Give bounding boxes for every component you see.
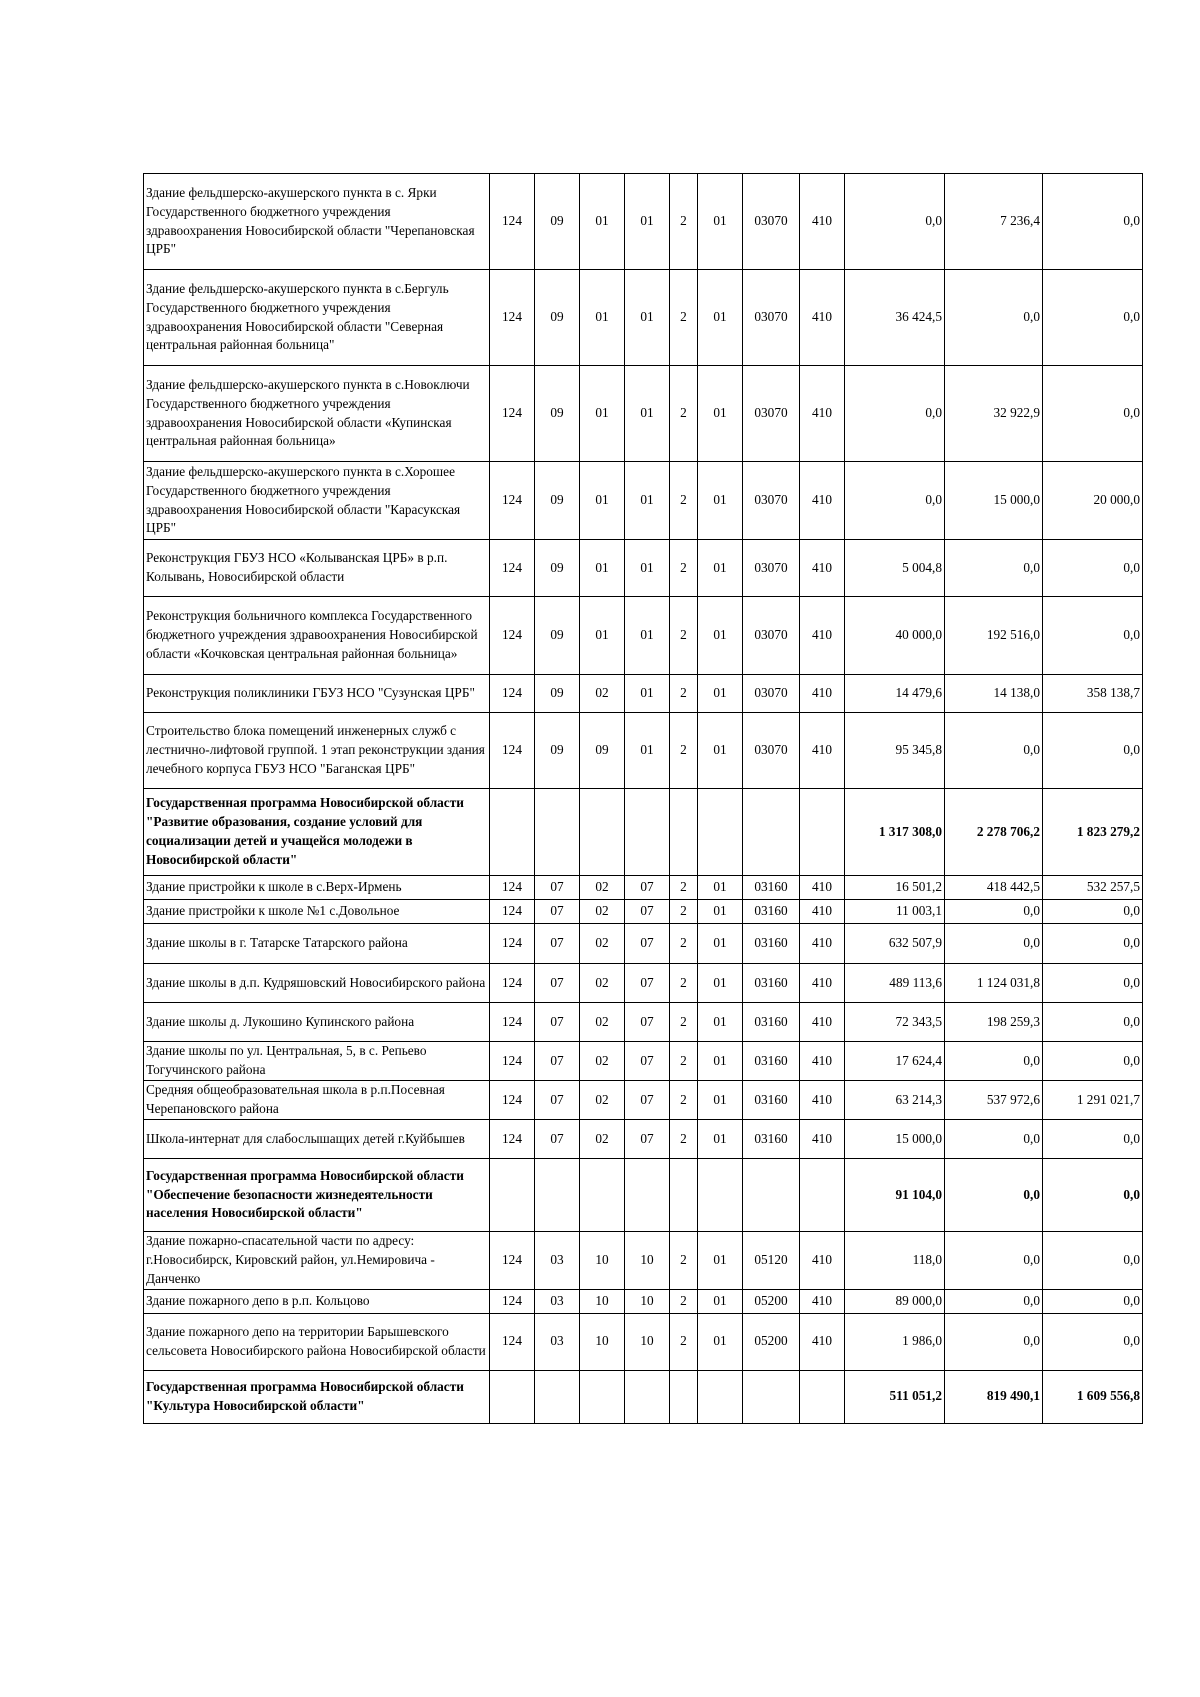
code-cell: 410	[800, 924, 845, 964]
code-cell: 09	[535, 462, 580, 540]
amount-cell: 17 624,4	[845, 1042, 945, 1081]
row-name-cell: Здание школы по ул. Центральная, 5, в с. Репьево Тогучинского района	[144, 1042, 490, 1081]
code-cell: 01	[698, 675, 743, 713]
code-cell: 03160	[743, 1042, 800, 1081]
code-cell: 02	[580, 675, 625, 713]
code-cell: 03	[535, 1313, 580, 1370]
code-cell: 10	[580, 1232, 625, 1290]
code-cell: 10	[580, 1313, 625, 1370]
code-cell	[800, 1159, 845, 1232]
code-cell: 2	[670, 1232, 698, 1290]
table-row	[144, 366, 1143, 462]
code-cell: 410	[800, 1003, 845, 1042]
amount-cell: 2 278 706,2	[945, 789, 1043, 876]
code-cell: 2	[670, 1042, 698, 1081]
amount-cell: 0,0	[1043, 1120, 1143, 1159]
row-name-cell: Строительство блока помещений инженерных служб с лестнично-лифтовой группой. 1 этап реконструкции здания лечебного корпуса ГБУЗ НСО "Баганская ЦРБ"	[144, 713, 490, 789]
code-cell: 03070	[743, 713, 800, 789]
code-cell	[625, 789, 670, 876]
code-cell: 410	[800, 366, 845, 462]
code-cell: 01	[698, 270, 743, 366]
code-cell: 01	[698, 924, 743, 964]
code-cell: 01	[580, 366, 625, 462]
code-cell: 03070	[743, 462, 800, 540]
table-row	[144, 1081, 1143, 1120]
code-cell: 01	[580, 462, 625, 540]
amount-cell: 1 986,0	[845, 1313, 945, 1370]
code-cell: 01	[698, 713, 743, 789]
code-cell: 03	[535, 1232, 580, 1290]
code-cell	[743, 1159, 800, 1232]
code-cell: 09	[535, 270, 580, 366]
code-cell: 2	[670, 462, 698, 540]
amount-cell: 0,0	[1043, 924, 1143, 964]
row-name-cell: Здание пристройки к школе в с.Верх-Ирмень	[144, 876, 490, 900]
code-cell: 410	[800, 675, 845, 713]
code-cell: 09	[580, 713, 625, 789]
code-cell: 124	[490, 174, 535, 270]
code-cell: 02	[580, 1042, 625, 1081]
code-cell	[698, 1159, 743, 1232]
amount-cell: 0,0	[845, 366, 945, 462]
code-cell: 01	[698, 964, 743, 1003]
code-cell: 09	[535, 597, 580, 675]
code-cell: 07	[535, 1120, 580, 1159]
amount-cell: 0,0	[1043, 1232, 1143, 1290]
code-cell: 124	[490, 924, 535, 964]
amount-cell: 72 343,5	[845, 1003, 945, 1042]
code-cell: 07	[535, 1003, 580, 1042]
row-name-cell: Реконструкция поликлиники ГБУЗ НСО "Сузунская ЦРБ"	[144, 675, 490, 713]
amount-cell: 0,0	[945, 1232, 1043, 1290]
code-cell: 2	[670, 366, 698, 462]
code-cell	[490, 789, 535, 876]
code-cell: 01	[580, 174, 625, 270]
amount-cell: 0,0	[1043, 1313, 1143, 1370]
code-cell: 410	[800, 597, 845, 675]
code-cell	[535, 1370, 580, 1423]
code-cell	[743, 1370, 800, 1423]
amount-cell: 118,0	[845, 1232, 945, 1290]
amount-cell: 36 424,5	[845, 270, 945, 366]
code-cell: 2	[670, 1003, 698, 1042]
row-name-cell: Здание пожарно-спасательной части по адресу: г.Новосибирск, Кировский район, ул.Немировича - Данченко	[144, 1232, 490, 1290]
amount-cell: 0,0	[1043, 540, 1143, 597]
code-cell	[535, 1159, 580, 1232]
code-cell	[743, 789, 800, 876]
amount-cell: 0,0	[1043, 1042, 1143, 1081]
amount-cell: 418 442,5	[945, 876, 1043, 900]
code-cell: 07	[535, 900, 580, 924]
amount-cell: 0,0	[1043, 270, 1143, 366]
amount-cell: 1 609 556,8	[1043, 1370, 1143, 1423]
code-cell: 410	[800, 1081, 845, 1120]
code-cell: 124	[490, 1042, 535, 1081]
table-row	[144, 1232, 1143, 1290]
amount-cell: 0,0	[945, 1159, 1043, 1232]
code-cell	[625, 1159, 670, 1232]
amount-cell: 89 000,0	[845, 1289, 945, 1313]
amount-cell: 63 214,3	[845, 1081, 945, 1120]
amount-cell: 0,0	[945, 1313, 1043, 1370]
amount-cell: 0,0	[945, 1042, 1043, 1081]
code-cell	[580, 1370, 625, 1423]
code-cell: 07	[625, 924, 670, 964]
code-cell: 410	[800, 1232, 845, 1290]
amount-cell: 0,0	[945, 270, 1043, 366]
amount-cell: 0,0	[1043, 900, 1143, 924]
code-cell	[670, 1370, 698, 1423]
code-cell: 01	[625, 270, 670, 366]
code-cell: 07	[535, 964, 580, 1003]
row-name-cell: Государственная программа Новосибирской области "Развитие образования, создание условий для социализации детей и учащейся молодежи в Новосибирской области"	[144, 789, 490, 876]
code-cell: 124	[490, 366, 535, 462]
code-cell: 10	[625, 1232, 670, 1290]
code-cell	[535, 789, 580, 876]
code-cell: 01	[698, 366, 743, 462]
code-cell: 07	[625, 1042, 670, 1081]
amount-cell: 1 124 031,8	[945, 964, 1043, 1003]
table-row	[144, 597, 1143, 675]
table-row	[144, 675, 1143, 713]
table-row	[144, 540, 1143, 597]
amount-cell: 15 000,0	[945, 462, 1043, 540]
amount-cell: 489 113,6	[845, 964, 945, 1003]
code-cell	[580, 1159, 625, 1232]
code-cell: 01	[625, 540, 670, 597]
amount-cell: 0,0	[945, 1289, 1043, 1313]
code-cell	[698, 1370, 743, 1423]
table-row	[144, 964, 1143, 1003]
row-name-cell: Государственная программа Новосибирской области "Обеспечение безопасности жизнедеятельности населения Новосибирской области"	[144, 1159, 490, 1232]
code-cell: 410	[800, 900, 845, 924]
code-cell	[800, 789, 845, 876]
code-cell: 410	[800, 1120, 845, 1159]
table-row	[144, 876, 1143, 900]
row-name-cell: Здание фельдшерско-акушерского пункта в с.Хорошее Государственного бюджетного учреждения здравоохранения Новосибирской области "Карасукская ЦРБ"	[144, 462, 490, 540]
code-cell: 410	[800, 270, 845, 366]
code-cell: 2	[670, 1289, 698, 1313]
code-cell: 09	[535, 174, 580, 270]
amount-cell: 0,0	[1043, 1289, 1143, 1313]
code-cell: 07	[625, 900, 670, 924]
code-cell: 10	[625, 1289, 670, 1313]
row-name-cell: Здание фельдшерско-акушерского пункта в с.Новоключи Государственного бюджетного учреждения здравоохранения Новосибирской области «Купинская центральная районная больница»	[144, 366, 490, 462]
code-cell: 124	[490, 1120, 535, 1159]
code-cell: 124	[490, 675, 535, 713]
code-cell: 124	[490, 1313, 535, 1370]
amount-cell: 40 000,0	[845, 597, 945, 675]
code-cell: 07	[535, 1081, 580, 1120]
row-name-cell: Государственная программа Новосибирской области "Культура Новосибирской области"	[144, 1370, 490, 1423]
code-cell: 07	[535, 1042, 580, 1081]
code-cell: 124	[490, 1289, 535, 1313]
code-cell: 02	[580, 900, 625, 924]
code-cell: 410	[800, 1042, 845, 1081]
code-cell: 124	[490, 900, 535, 924]
code-cell: 124	[490, 1003, 535, 1042]
code-cell: 410	[800, 964, 845, 1003]
table-row	[144, 1370, 1143, 1423]
code-cell: 124	[490, 964, 535, 1003]
code-cell: 07	[535, 924, 580, 964]
code-cell: 01	[625, 174, 670, 270]
row-name-cell: Здание фельдшерско-акушерского пункта в с. Ярки Государственного бюджетного учреждения здравоохранения Новосибирской области "Черепановская ЦРБ"	[144, 174, 490, 270]
code-cell: 124	[490, 462, 535, 540]
code-cell: 01	[698, 1081, 743, 1120]
code-cell: 07	[625, 1003, 670, 1042]
code-cell: 2	[670, 270, 698, 366]
code-cell: 03160	[743, 924, 800, 964]
code-cell: 02	[580, 1081, 625, 1120]
code-cell: 01	[698, 174, 743, 270]
code-cell	[580, 789, 625, 876]
code-cell: 01	[625, 713, 670, 789]
amount-cell: 95 345,8	[845, 713, 945, 789]
code-cell: 01	[698, 597, 743, 675]
amount-cell: 511 051,2	[845, 1370, 945, 1423]
code-cell: 2	[670, 876, 698, 900]
table-row	[144, 462, 1143, 540]
row-name-cell: Здание школы в г. Татарске Татарского района	[144, 924, 490, 964]
amount-cell: 0,0	[945, 900, 1043, 924]
code-cell: 410	[800, 174, 845, 270]
amount-cell: 0,0	[945, 924, 1043, 964]
code-cell: 07	[625, 964, 670, 1003]
code-cell: 01	[698, 462, 743, 540]
amount-cell: 198 259,3	[945, 1003, 1043, 1042]
code-cell: 03160	[743, 1120, 800, 1159]
amount-cell: 11 003,1	[845, 900, 945, 924]
amount-cell: 0,0	[1043, 1003, 1143, 1042]
code-cell: 410	[800, 540, 845, 597]
table-row	[144, 924, 1143, 964]
code-cell: 10	[580, 1289, 625, 1313]
amount-cell: 0,0	[1043, 713, 1143, 789]
code-cell: 124	[490, 1081, 535, 1120]
amount-cell: 0,0	[1043, 1159, 1143, 1232]
code-cell: 03	[535, 1289, 580, 1313]
table-row	[144, 789, 1143, 876]
code-cell: 02	[580, 924, 625, 964]
code-cell: 01	[698, 1232, 743, 1290]
code-cell: 09	[535, 675, 580, 713]
code-cell: 01	[698, 1313, 743, 1370]
code-cell: 01	[625, 366, 670, 462]
code-cell: 03160	[743, 876, 800, 900]
amount-cell: 0,0	[1043, 964, 1143, 1003]
amount-cell: 14 479,6	[845, 675, 945, 713]
amount-cell: 5 004,8	[845, 540, 945, 597]
amount-cell: 15 000,0	[845, 1120, 945, 1159]
code-cell: 2	[670, 174, 698, 270]
code-cell: 124	[490, 270, 535, 366]
code-cell: 03070	[743, 540, 800, 597]
code-cell	[800, 1370, 845, 1423]
code-cell: 03160	[743, 1081, 800, 1120]
amount-cell: 632 507,9	[845, 924, 945, 964]
amount-cell: 0,0	[845, 174, 945, 270]
code-cell: 410	[800, 876, 845, 900]
code-cell: 2	[670, 1081, 698, 1120]
code-cell: 2	[670, 900, 698, 924]
code-cell: 2	[670, 924, 698, 964]
table-row	[144, 1159, 1143, 1232]
table-row	[144, 713, 1143, 789]
code-cell: 03160	[743, 964, 800, 1003]
code-cell: 03070	[743, 366, 800, 462]
code-cell: 03070	[743, 270, 800, 366]
code-cell: 07	[625, 1120, 670, 1159]
row-name-cell: Средняя общеобразовательная школа в р.п.Посевная Черепановского района	[144, 1081, 490, 1120]
code-cell: 01	[625, 597, 670, 675]
code-cell: 05120	[743, 1232, 800, 1290]
amount-cell: 0,0	[945, 713, 1043, 789]
code-cell: 02	[580, 1003, 625, 1042]
amount-cell: 20 000,0	[1043, 462, 1143, 540]
code-cell: 2	[670, 1313, 698, 1370]
table-row	[144, 1120, 1143, 1159]
code-cell: 07	[625, 1081, 670, 1120]
table-row	[144, 1042, 1143, 1081]
code-cell: 124	[490, 540, 535, 597]
row-name-cell: Здание школы в д.п. Кудряшовский Новосибирского района	[144, 964, 490, 1003]
code-cell	[670, 789, 698, 876]
row-name-cell: Здание пожарного депо на территории Барышевского сельсовета Новосибирского района Новосибирской области	[144, 1313, 490, 1370]
amount-cell: 532 257,5	[1043, 876, 1143, 900]
amount-cell: 1 823 279,2	[1043, 789, 1143, 876]
code-cell: 05200	[743, 1289, 800, 1313]
code-cell: 124	[490, 713, 535, 789]
code-cell	[670, 1159, 698, 1232]
code-cell: 03160	[743, 900, 800, 924]
code-cell: 03160	[743, 1003, 800, 1042]
code-cell: 05200	[743, 1313, 800, 1370]
code-cell: 01	[625, 462, 670, 540]
code-cell: 410	[800, 1313, 845, 1370]
code-cell: 410	[800, 462, 845, 540]
code-cell: 09	[535, 366, 580, 462]
code-cell: 01	[698, 540, 743, 597]
code-cell: 03070	[743, 675, 800, 713]
code-cell: 01	[698, 900, 743, 924]
code-cell: 01	[580, 270, 625, 366]
table-row	[144, 270, 1143, 366]
code-cell: 07	[535, 876, 580, 900]
code-cell: 01	[698, 876, 743, 900]
amount-cell: 16 501,2	[845, 876, 945, 900]
table-row	[144, 174, 1143, 270]
code-cell: 124	[490, 876, 535, 900]
code-cell: 01	[698, 1120, 743, 1159]
amount-cell: 0,0	[945, 1120, 1043, 1159]
row-name-cell: Здание школы д. Лукошино Купинского района	[144, 1003, 490, 1042]
code-cell: 01	[698, 1289, 743, 1313]
code-cell: 2	[670, 597, 698, 675]
code-cell: 2	[670, 675, 698, 713]
code-cell: 09	[535, 540, 580, 597]
code-cell	[625, 1370, 670, 1423]
amount-cell: 91 104,0	[845, 1159, 945, 1232]
code-cell	[698, 789, 743, 876]
table-row	[144, 1313, 1143, 1370]
amount-cell: 32 922,9	[945, 366, 1043, 462]
row-name-cell: Здание фельдшерско-акушерского пункта в с.Бергуль Государственного бюджетного учреждения здравоохранения Новосибирской области "Северная центральная районная больница"	[144, 270, 490, 366]
code-cell: 2	[670, 964, 698, 1003]
row-name-cell: Здание пристройки к школе №1 с.Довольное	[144, 900, 490, 924]
code-cell: 124	[490, 597, 535, 675]
row-name-cell: Школа-интернат для слабослышащих детей г.Куйбышев	[144, 1120, 490, 1159]
code-cell: 03070	[743, 597, 800, 675]
code-cell: 02	[580, 876, 625, 900]
amount-cell: 1 317 308,0	[845, 789, 945, 876]
row-name-cell: Реконструкция ГБУЗ НСО «Колыванская ЦРБ» в р.п. Колывань, Новосибирской области	[144, 540, 490, 597]
code-cell: 2	[670, 540, 698, 597]
code-cell: 2	[670, 713, 698, 789]
amount-cell: 0,0	[845, 462, 945, 540]
code-cell: 03070	[743, 174, 800, 270]
budget-table	[143, 173, 1143, 1424]
code-cell	[490, 1370, 535, 1423]
amount-cell: 1 291 021,7	[1043, 1081, 1143, 1120]
row-name-cell: Реконструкция больничного комплекса Государственного бюджетного учреждения здравоохранения Новосибирской области «Кочковская центральная районная больница»	[144, 597, 490, 675]
code-cell: 01	[698, 1003, 743, 1042]
amount-cell: 537 972,6	[945, 1081, 1043, 1120]
table-body	[144, 174, 1143, 1424]
table-row	[144, 900, 1143, 924]
code-cell: 01	[625, 675, 670, 713]
amount-cell: 14 138,0	[945, 675, 1043, 713]
code-cell: 410	[800, 713, 845, 789]
table-row	[144, 1003, 1143, 1042]
amount-cell: 358 138,7	[1043, 675, 1143, 713]
row-name-cell: Здание пожарного депо в р.п. Кольцово	[144, 1289, 490, 1313]
code-cell: 01	[698, 1042, 743, 1081]
amount-cell: 819 490,1	[945, 1370, 1043, 1423]
code-cell: 2	[670, 1120, 698, 1159]
amount-cell: 7 236,4	[945, 174, 1043, 270]
code-cell: 02	[580, 964, 625, 1003]
table-row	[144, 1289, 1143, 1313]
code-cell: 02	[580, 1120, 625, 1159]
code-cell: 01	[580, 597, 625, 675]
code-cell	[490, 1159, 535, 1232]
code-cell: 07	[625, 876, 670, 900]
amount-cell: 0,0	[1043, 366, 1143, 462]
amount-cell: 0,0	[1043, 174, 1143, 270]
code-cell: 124	[490, 1232, 535, 1290]
code-cell: 01	[580, 540, 625, 597]
code-cell: 10	[625, 1313, 670, 1370]
code-cell: 410	[800, 1289, 845, 1313]
amount-cell: 192 516,0	[945, 597, 1043, 675]
amount-cell: 0,0	[1043, 597, 1143, 675]
code-cell: 09	[535, 713, 580, 789]
amount-cell: 0,0	[945, 540, 1043, 597]
